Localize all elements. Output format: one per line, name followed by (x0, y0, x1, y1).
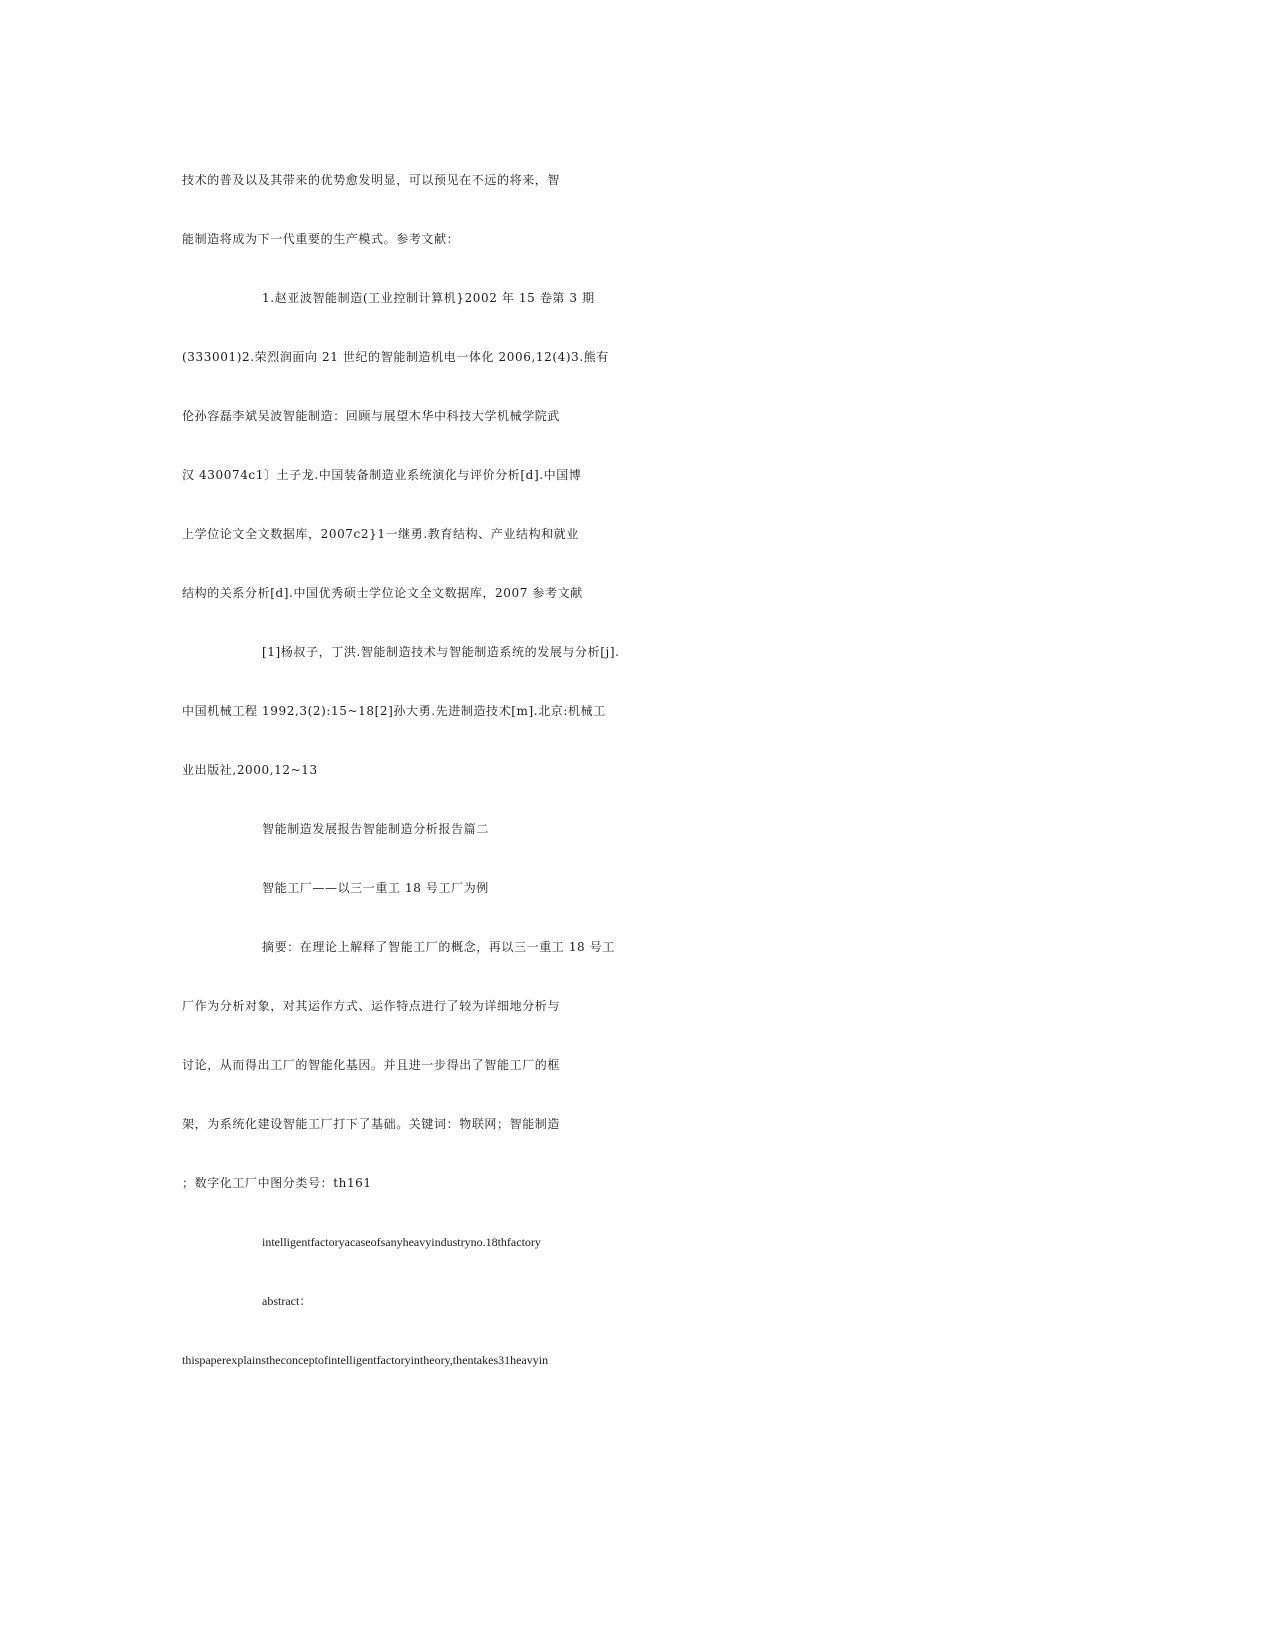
text-line: (333001)2.荣烈润面向 21 世纪的智能制造机电一体化 2006,12(4)3.熊有 (182, 350, 610, 364)
text-line: 摘要：在理论上解释了智能工厂的概念，再以三一重工 18 号工 (262, 940, 615, 954)
section-heading: 智能制造发展报告智能制造分析报告篇二 (262, 822, 489, 836)
text-line: [1]杨叔子，丁洪.智能制造技术与智能制造系统的发展与分析[j]. (262, 645, 620, 659)
text-line: 厂作为分析对象，对其运作方式、运作特点进行了较为详细地分析与 (182, 999, 561, 1013)
text-line: 结构的关系分析[d].中国优秀硕士学位论文全文数据库，2007 参考文献 (182, 586, 583, 600)
text-line: 讨论，从而得出工厂的智能化基因。并且进一步得出了智能工厂的框 (182, 1058, 561, 1072)
text-line: 中国机械工程 1992,3(2):15~18[2]孙大勇.先进制造技术[m].北京:机械工 (182, 704, 606, 718)
abstract-label: abstract： (262, 1294, 312, 1308)
text-line: 能制造将成为下一代重要的生产模式。参考文献： (182, 232, 460, 246)
text-line: thispaperexplainstheconceptofintelligentfactoryintheory,thentakes31heavyin (182, 1353, 549, 1367)
text-line: 1.赵亚波智能制造(工业控制计算机}2002 年 15 卷第 3 期 (262, 291, 595, 305)
text-line: 技术的普及以及其带来的优势愈发明显，可以预见在不远的将来，智 (182, 173, 561, 187)
article-title: 智能工厂——以三一重工 18 号工厂为例 (262, 881, 489, 895)
text-line: ；数字化工厂中图分类号：th161 (182, 1176, 372, 1190)
text-line: 架，为系统化建设智能工厂打下了基础。关键词：物联网；智能制造 (182, 1117, 561, 1131)
english-title: intelligentfactoryacaseofsanyheavyindustryno.18thfactory (262, 1235, 541, 1249)
text-line: 上学位论文全文数据库，2007c2}1一继勇.教育结构、产业结构和就业 (182, 527, 579, 541)
text-line: 伦孙容磊李斌吴波智能制造：回顾与展望木华中科技大学机械学院武 (182, 409, 561, 423)
text-line: 业出版社,2000,12~13 (182, 763, 318, 777)
text-line: 汉 430074c1〕土子龙.中国装备制造业系统演化与评价分析[d].中国博 (182, 468, 582, 482)
